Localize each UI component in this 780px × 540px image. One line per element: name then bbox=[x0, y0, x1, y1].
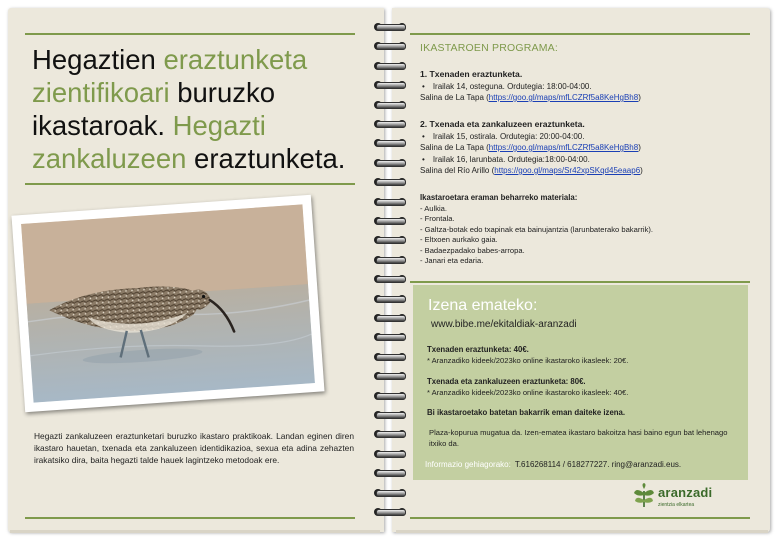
price-2 bbox=[427, 377, 737, 398]
spiral-ring bbox=[370, 369, 410, 383]
left-page-edge bbox=[10, 530, 380, 533]
title-part: eraztunketa. bbox=[186, 143, 346, 174]
bird-photo-image bbox=[21, 204, 315, 402]
spiral-ring bbox=[370, 233, 410, 247]
logo-tagline: zientzia elkartea bbox=[658, 502, 695, 508]
spiral-ring bbox=[370, 389, 410, 403]
right-page-edge bbox=[396, 530, 768, 533]
course-1-title: 1. Txenaden eraztunketa. bbox=[420, 69, 523, 79]
program-heading: IKASTAROEN PROGRAMA: bbox=[420, 42, 558, 54]
spiral-ring bbox=[370, 59, 410, 73]
price-2-note: * Aranzadiko kideek/2023ko online ikastaroko ikasleek: 40€. bbox=[427, 387, 629, 397]
bird-photo bbox=[11, 195, 324, 412]
course-2 bbox=[420, 119, 750, 177]
materials-heading: Ikastaroetara eraman beharreko materiala: bbox=[420, 193, 578, 202]
materials-item: - Eltxoen aurkako gaia. bbox=[420, 235, 498, 245]
spiral-ring bbox=[370, 505, 410, 519]
materials-item: - Galtza-botak edo txapinak eta bainujantzia (larunbaterako bakarrik). bbox=[420, 224, 654, 234]
spiral-ring bbox=[370, 39, 410, 53]
spiral-ring bbox=[370, 136, 410, 150]
page-title bbox=[32, 43, 372, 175]
materials-item: - Aulkia. bbox=[420, 203, 448, 213]
course-description: Hegazti zankaluzeen eraztunketari buruzko ikastaro praktikoak. Landan eginen diren ikastaro hauetan, txenada eta zankaluzeen identidikazioa, sexua eta adina zehazten irakatsiko dira, baita hegazti talde hauek lagintzeko metodoak ere. bbox=[34, 431, 354, 466]
registration-notice: Bi ikastaroetako batetan bakarrik eman daiteke izena. bbox=[427, 408, 626, 417]
course-2-date-1: • Irailak 15, ostirala. Ordutegia: 20:00-04:00. bbox=[420, 131, 750, 143]
spiral-ring bbox=[370, 20, 410, 34]
spiral-ring bbox=[370, 272, 410, 286]
title-part: Hegaztien bbox=[32, 44, 164, 75]
contact-label: Informazio gehiagorako: bbox=[425, 460, 511, 469]
title-part: Hegazti zankaluzeen bbox=[32, 110, 266, 174]
left-top-rule bbox=[25, 33, 355, 35]
course-2-place-2: Salina del Río Arillo ( bbox=[420, 166, 495, 175]
spiral-ring bbox=[370, 292, 410, 306]
registration-heading: Izena emateko: bbox=[428, 297, 538, 314]
spiral-ring bbox=[370, 156, 410, 170]
course-2-location-2 bbox=[420, 165, 750, 177]
spiral-ring bbox=[370, 311, 410, 325]
spiral-binding bbox=[370, 20, 410, 525]
course-1-location bbox=[420, 92, 750, 104]
registration-box bbox=[413, 285, 748, 480]
course-2-date-2: • Irailak 16, larunbata. Ordutegia:18:00-04:00. bbox=[420, 154, 750, 166]
title-part: eraztunketa zientifikoari bbox=[32, 44, 308, 108]
registration-url[interactable]: www.bibe.me/ekitaldiak-aranzadi bbox=[431, 319, 577, 330]
curlew-illustration bbox=[21, 204, 315, 402]
contact-value: T.616268114 / 618277227. ring@aranzadi.eus. bbox=[514, 460, 682, 469]
right-top-rule bbox=[410, 33, 750, 35]
price-1-note: * Aranzadiko kideek/2023ko online ikastaroko ikasleek: 20€. bbox=[427, 355, 629, 365]
spiral-ring bbox=[370, 408, 410, 422]
course-2-location-1 bbox=[420, 142, 750, 154]
materials-item: - Badaezpadako babes-arropa. bbox=[420, 245, 525, 255]
right-mid-rule bbox=[410, 281, 750, 283]
spiral-ring bbox=[370, 253, 410, 267]
materials-section bbox=[420, 192, 750, 267]
contact-info bbox=[425, 460, 681, 469]
leaf-icon bbox=[632, 483, 656, 509]
course-2-paren-2: ) bbox=[640, 166, 643, 175]
spiral-ring bbox=[370, 175, 410, 189]
course-2-paren-1: ) bbox=[638, 143, 641, 152]
price-1-title: Txenaden eraztunketa: 40€. bbox=[427, 345, 529, 354]
course-1-place: Salina de La Tapa ( bbox=[420, 93, 489, 102]
left-bottom-rule bbox=[25, 517, 355, 519]
course-2-place-1: Salina de La Tapa ( bbox=[420, 143, 489, 152]
materials-item: - Janari eta edaria. bbox=[420, 256, 484, 266]
spiral-ring bbox=[370, 214, 410, 228]
spiral-ring bbox=[370, 330, 410, 344]
course-2-map-link-1[interactable]: https://goo.gl/maps/mfLCZRf5a8KeHgBh8 bbox=[488, 143, 639, 152]
materials-item: - Frontala. bbox=[420, 214, 455, 224]
title-part: buruzko ikastaroak. bbox=[32, 77, 276, 141]
course-2-map-link-2[interactable]: https://goo.gl/maps/Sr42xpSKqd45eaap6 bbox=[494, 166, 641, 175]
course-1 bbox=[420, 69, 750, 104]
course-1-map-link[interactable]: https://goo.gl/maps/mfLCZRf5a8KeHgBh8 bbox=[488, 93, 639, 102]
course-1-date: • Irailak 14, osteguna. Ordutegia: 18:00-04:00. bbox=[420, 81, 750, 93]
spiral-ring bbox=[370, 447, 410, 461]
spiral-ring bbox=[370, 117, 410, 131]
spiral-ring bbox=[370, 350, 410, 364]
spiral-ring bbox=[370, 78, 410, 92]
price-2-title: Txenada eta zankaluzeen eraztunketa: 80€. bbox=[427, 377, 586, 386]
price-1 bbox=[427, 345, 737, 366]
materials-list bbox=[420, 204, 750, 268]
course-2-title: 2. Txenada eta zankaluzeen eraztunketa. bbox=[420, 119, 585, 129]
spiral-ring bbox=[370, 486, 410, 500]
right-bottom-rule bbox=[410, 517, 750, 519]
places-note: Plaza-kopurua mugatua da. Izen-ematea ikastaro bakoitza hasi baino egun bat lehenago itxiko da. bbox=[429, 428, 728, 448]
course-1-paren: ) bbox=[638, 93, 641, 102]
spiral-ring bbox=[370, 427, 410, 441]
spiral-ring bbox=[370, 195, 410, 209]
spiral-ring bbox=[370, 466, 410, 480]
aranzadi-logo bbox=[632, 483, 742, 513]
spiral-ring bbox=[370, 98, 410, 112]
logo-name: aranzadi bbox=[658, 485, 713, 500]
left-mid-rule bbox=[25, 183, 355, 185]
